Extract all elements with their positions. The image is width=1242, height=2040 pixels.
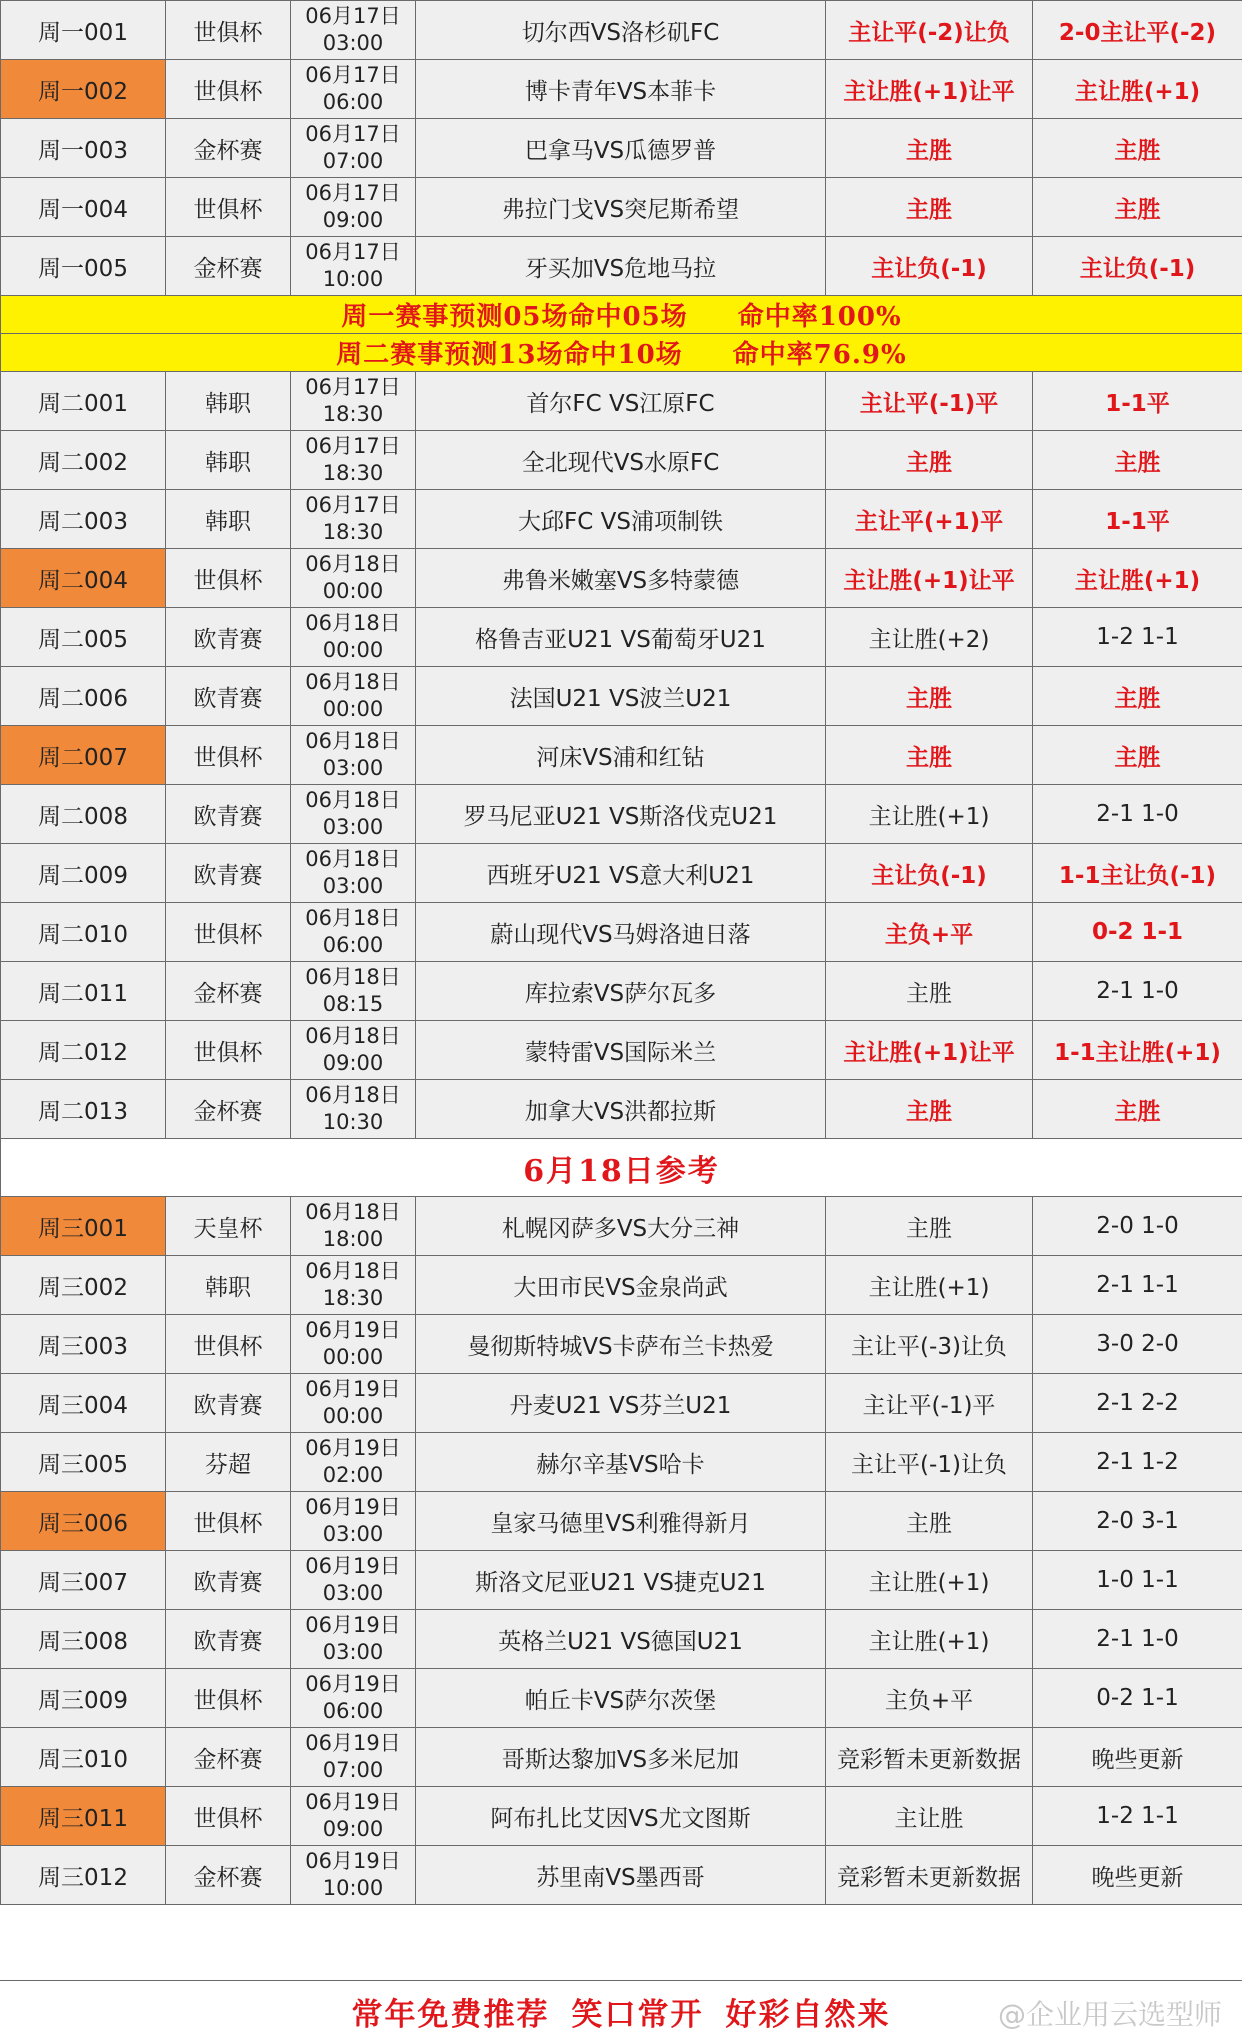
summary-banner bbox=[1, 296, 1242, 334]
match-id: 周二007 bbox=[1, 726, 166, 785]
kickoff-date: 06月18日 bbox=[291, 846, 415, 873]
match-name: 西班牙U21 VS意大利U21 bbox=[416, 844, 826, 903]
kickoff-time bbox=[291, 1728, 416, 1787]
kickoff-hour: 03:00 bbox=[291, 873, 415, 900]
kickoff-time bbox=[291, 1374, 416, 1433]
kickoff-time bbox=[291, 1787, 416, 1846]
match-id: 周一002 bbox=[1, 60, 166, 119]
match-name: 阿布扎比艾因VS尤文图斯 bbox=[416, 1787, 826, 1846]
result: 1-2 1-1 bbox=[1033, 608, 1242, 667]
match-id: 周二002 bbox=[1, 431, 166, 490]
kickoff-time bbox=[291, 1315, 416, 1374]
result: 2-1 1-0 bbox=[1033, 962, 1242, 1021]
match-id: 周一005 bbox=[1, 237, 166, 296]
table-row bbox=[1, 549, 1242, 608]
match-name: 丹麦U21 VS芬兰U21 bbox=[416, 1374, 826, 1433]
result: 1-1主让负(-1) bbox=[1033, 844, 1242, 903]
kickoff-date: 06月18日 bbox=[291, 964, 415, 991]
kickoff-time bbox=[291, 372, 416, 431]
kickoff-date: 06月19日 bbox=[291, 1435, 415, 1462]
kickoff-date: 06月18日 bbox=[291, 1199, 415, 1226]
result: 主胜 bbox=[1033, 667, 1242, 726]
prediction: 主胜 bbox=[826, 962, 1033, 1021]
kickoff-hour: 03:00 bbox=[291, 1580, 415, 1607]
prediction: 主让负(-1) bbox=[826, 844, 1033, 903]
kickoff-time bbox=[291, 1433, 416, 1492]
league: 世俱杯 bbox=[166, 1492, 291, 1551]
kickoff-hour: 00:00 bbox=[291, 696, 415, 723]
match-id: 周二011 bbox=[1, 962, 166, 1021]
match-id: 周三002 bbox=[1, 1256, 166, 1315]
match-id: 周三009 bbox=[1, 1669, 166, 1728]
kickoff-hour: 07:00 bbox=[291, 148, 415, 175]
kickoff-date: 06月18日 bbox=[291, 551, 415, 578]
kickoff-hour: 03:00 bbox=[291, 755, 415, 782]
match-name: 格鲁吉亚U21 VS葡萄牙U21 bbox=[416, 608, 826, 667]
kickoff-time bbox=[291, 1197, 416, 1256]
league: 金杯赛 bbox=[166, 962, 291, 1021]
kickoff-time bbox=[291, 1, 416, 60]
kickoff-date: 06月19日 bbox=[291, 1789, 415, 1816]
match-id: 周三010 bbox=[1, 1728, 166, 1787]
match-name: 大田市民VS金泉尚武 bbox=[416, 1256, 826, 1315]
kickoff-time bbox=[291, 549, 416, 608]
match-name: 英格兰U21 VS德国U21 bbox=[416, 1610, 826, 1669]
kickoff-date: 06月17日 bbox=[291, 374, 415, 401]
match-name: 切尔西VS洛杉矶FC bbox=[416, 1, 826, 60]
match-name: 哥斯达黎加VS多米尼加 bbox=[416, 1728, 826, 1787]
kickoff-time bbox=[291, 60, 416, 119]
match-name: 大邱FC VS浦项制铁 bbox=[416, 490, 826, 549]
result: 主让胜(+1) bbox=[1033, 60, 1242, 119]
table-row bbox=[1, 1256, 1242, 1315]
match-name: 博卡青年VS本菲卡 bbox=[416, 60, 826, 119]
kickoff-hour: 06:00 bbox=[291, 89, 415, 116]
match-name: 巴拿马VS瓜德罗普 bbox=[416, 119, 826, 178]
table-row bbox=[1, 1197, 1242, 1256]
result: 1-2 1-1 bbox=[1033, 1787, 1242, 1846]
match-name: 赫尔辛基VS哈卡 bbox=[416, 1433, 826, 1492]
slogan-part-1: 常年免费推荐 bbox=[352, 1997, 550, 2033]
result: 2-1 1-0 bbox=[1033, 785, 1242, 844]
prediction: 主胜 bbox=[826, 431, 1033, 490]
match-id: 周三011 bbox=[1, 1787, 166, 1846]
kickoff-date: 06月19日 bbox=[291, 1848, 415, 1875]
kickoff-hour: 03:00 bbox=[291, 814, 415, 841]
match-id: 周一001 bbox=[1, 1, 166, 60]
match-id: 周三004 bbox=[1, 1374, 166, 1433]
prediction: 主让胜(+2) bbox=[826, 608, 1033, 667]
table-row bbox=[1, 1080, 1242, 1139]
prediction: 主让胜(+1) bbox=[826, 1610, 1033, 1669]
kickoff-hour: 03:00 bbox=[291, 30, 415, 57]
league: 韩职 bbox=[166, 490, 291, 549]
kickoff-hour: 00:00 bbox=[291, 578, 415, 605]
result: 1-1平 bbox=[1033, 490, 1242, 549]
kickoff-hour: 00:00 bbox=[291, 637, 415, 664]
kickoff-time bbox=[291, 903, 416, 962]
prediction: 主让平(+1)平 bbox=[826, 490, 1033, 549]
kickoff-time bbox=[291, 1669, 416, 1728]
table-row bbox=[1, 1551, 1242, 1610]
kickoff-date: 06月19日 bbox=[291, 1553, 415, 1580]
result: 主胜 bbox=[1033, 726, 1242, 785]
kickoff-date: 06月19日 bbox=[291, 1494, 415, 1521]
league: 世俱杯 bbox=[166, 549, 291, 608]
league: 韩职 bbox=[166, 431, 291, 490]
match-name: 弗鲁米嫩塞VS多特蒙德 bbox=[416, 549, 826, 608]
match-name: 札幌冈萨多VS大分三神 bbox=[416, 1197, 826, 1256]
result: 主胜 bbox=[1033, 1080, 1242, 1139]
match-name: 全北现代VS水原FC bbox=[416, 431, 826, 490]
kickoff-hour: 10:30 bbox=[291, 1109, 415, 1136]
result: 2-0 1-0 bbox=[1033, 1197, 1242, 1256]
table-row bbox=[1, 490, 1242, 549]
kickoff-date: 06月19日 bbox=[291, 1730, 415, 1757]
match-id: 周二005 bbox=[1, 608, 166, 667]
result: 主让胜(+1) bbox=[1033, 549, 1242, 608]
match-name: 首尔FC VS江原FC bbox=[416, 372, 826, 431]
match-id: 周三007 bbox=[1, 1551, 166, 1610]
prediction: 主让胜 bbox=[826, 1787, 1033, 1846]
kickoff-date: 06月19日 bbox=[291, 1317, 415, 1344]
kickoff-time bbox=[291, 490, 416, 549]
league: 欧青赛 bbox=[166, 785, 291, 844]
summary-rate: 命中率100% bbox=[738, 302, 902, 332]
match-name: 蔚山现代VS马姆洛迪日落 bbox=[416, 903, 826, 962]
result: 0-2 1-1 bbox=[1033, 1669, 1242, 1728]
match-id: 周二001 bbox=[1, 372, 166, 431]
prediction: 竞彩暂未更新数据 bbox=[826, 1846, 1033, 1905]
table-row bbox=[1, 903, 1242, 962]
league: 韩职 bbox=[166, 372, 291, 431]
kickoff-date: 06月19日 bbox=[291, 1671, 415, 1698]
league: 金杯赛 bbox=[166, 1728, 291, 1787]
table-row bbox=[1, 237, 1242, 296]
kickoff-date: 06月18日 bbox=[291, 787, 415, 814]
prediction: 主让平(-3)让负 bbox=[826, 1315, 1033, 1374]
league: 欧青赛 bbox=[166, 1374, 291, 1433]
kickoff-date: 06月17日 bbox=[291, 3, 415, 30]
kickoff-hour: 09:00 bbox=[291, 1050, 415, 1077]
match-name: 曼彻斯特城VS卡萨布兰卡热爱 bbox=[416, 1315, 826, 1374]
table-row bbox=[1, 119, 1242, 178]
result: 3-0 2-0 bbox=[1033, 1315, 1242, 1374]
match-name: 弗拉门戈VS突尼斯希望 bbox=[416, 178, 826, 237]
table-row bbox=[1, 1, 1242, 60]
league: 金杯赛 bbox=[166, 119, 291, 178]
match-name: 河床VS浦和红钻 bbox=[416, 726, 826, 785]
kickoff-time bbox=[291, 1610, 416, 1669]
kickoff-time bbox=[291, 1846, 416, 1905]
prediction: 主胜 bbox=[826, 119, 1033, 178]
kickoff-hour: 18:30 bbox=[291, 401, 415, 428]
table-row bbox=[1, 1315, 1242, 1374]
league: 欧青赛 bbox=[166, 1551, 291, 1610]
league: 金杯赛 bbox=[166, 1846, 291, 1905]
kickoff-time bbox=[291, 962, 416, 1021]
result: 2-1 2-2 bbox=[1033, 1374, 1242, 1433]
league: 世俱杯 bbox=[166, 178, 291, 237]
league: 世俱杯 bbox=[166, 1669, 291, 1728]
match-id: 周三006 bbox=[1, 1492, 166, 1551]
kickoff-hour: 18:30 bbox=[291, 460, 415, 487]
result: 2-1 1-0 bbox=[1033, 1610, 1242, 1669]
league: 世俱杯 bbox=[166, 1021, 291, 1080]
match-id: 周一003 bbox=[1, 119, 166, 178]
kickoff-date: 06月18日 bbox=[291, 1258, 415, 1285]
match-id: 周二006 bbox=[1, 667, 166, 726]
match-id: 周三008 bbox=[1, 1610, 166, 1669]
prediction: 主让平(-2)让负 bbox=[826, 1, 1033, 60]
league: 金杯赛 bbox=[166, 1080, 291, 1139]
prediction: 主让胜(+1) bbox=[826, 785, 1033, 844]
kickoff-time bbox=[291, 1492, 416, 1551]
table-row bbox=[1, 1374, 1242, 1433]
league: 芬超 bbox=[166, 1433, 291, 1492]
kickoff-time bbox=[291, 1080, 416, 1139]
table-row bbox=[1, 785, 1242, 844]
kickoff-time bbox=[291, 1256, 416, 1315]
match-name: 蒙特雷VS国际米兰 bbox=[416, 1021, 826, 1080]
table-row bbox=[1, 372, 1242, 431]
kickoff-date: 06月18日 bbox=[291, 905, 415, 932]
kickoff-date: 06月17日 bbox=[291, 492, 415, 519]
prediction: 主胜 bbox=[826, 1197, 1033, 1256]
kickoff-date: 06月18日 bbox=[291, 669, 415, 696]
table-row bbox=[1, 667, 1242, 726]
table-row bbox=[1, 1021, 1242, 1080]
kickoff-date: 06月18日 bbox=[291, 1023, 415, 1050]
prediction: 主胜 bbox=[826, 726, 1033, 785]
prediction: 竞彩暂未更新数据 bbox=[826, 1728, 1033, 1787]
prediction: 主负+平 bbox=[826, 1669, 1033, 1728]
match-id: 周一004 bbox=[1, 178, 166, 237]
table-row bbox=[1, 608, 1242, 667]
kickoff-hour: 18:30 bbox=[291, 519, 415, 546]
league: 欧青赛 bbox=[166, 667, 291, 726]
match-id: 周二010 bbox=[1, 903, 166, 962]
prediction: 主胜 bbox=[826, 667, 1033, 726]
summary-count: 周二赛事预测13场命中10场 bbox=[336, 340, 682, 370]
summary-count: 周一赛事预测05场命中05场 bbox=[341, 302, 687, 332]
table-row bbox=[1, 1492, 1242, 1551]
kickoff-time bbox=[291, 785, 416, 844]
match-id: 周三005 bbox=[1, 1433, 166, 1492]
result: 晚些更新 bbox=[1033, 1846, 1242, 1905]
prediction: 主让平(-1)平 bbox=[826, 372, 1033, 431]
kickoff-time bbox=[291, 431, 416, 490]
kickoff-date: 06月17日 bbox=[291, 62, 415, 89]
prediction: 主让负(-1) bbox=[826, 237, 1033, 296]
league: 世俱杯 bbox=[166, 1315, 291, 1374]
kickoff-time bbox=[291, 1551, 416, 1610]
league: 天皇杯 bbox=[166, 1197, 291, 1256]
result: 2-1 1-1 bbox=[1033, 1256, 1242, 1315]
prediction: 主负+平 bbox=[826, 903, 1033, 962]
league: 欧青赛 bbox=[166, 1610, 291, 1669]
match-name: 罗马尼亚U21 VS斯洛伐克U21 bbox=[416, 785, 826, 844]
kickoff-hour: 00:00 bbox=[291, 1344, 415, 1371]
result: 2-0 3-1 bbox=[1033, 1492, 1242, 1551]
match-name: 斯洛文尼亚U21 VS捷克U21 bbox=[416, 1551, 826, 1610]
kickoff-time bbox=[291, 178, 416, 237]
prediction: 主让胜(+1) bbox=[826, 1256, 1033, 1315]
result: 1-1主让胜(+1) bbox=[1033, 1021, 1242, 1080]
slogan-part-2: 笑口常开 bbox=[572, 1997, 704, 2033]
slogan-part-3: 好彩自然来 bbox=[726, 1997, 891, 2033]
table-row bbox=[1, 1433, 1242, 1492]
kickoff-date: 06月18日 bbox=[291, 1082, 415, 1109]
summary-banner bbox=[1, 334, 1242, 372]
league: 世俱杯 bbox=[166, 1, 291, 60]
match-name: 法国U21 VS波兰U21 bbox=[416, 667, 826, 726]
league: 韩职 bbox=[166, 1256, 291, 1315]
kickoff-date: 06月18日 bbox=[291, 610, 415, 637]
result: 2-1 1-2 bbox=[1033, 1433, 1242, 1492]
league: 世俱杯 bbox=[166, 60, 291, 119]
kickoff-hour: 08:15 bbox=[291, 991, 415, 1018]
summary-rate: 命中率76.9% bbox=[733, 340, 907, 370]
prediction: 主让胜(+1)让平 bbox=[826, 549, 1033, 608]
prediction: 主让平(-1)平 bbox=[826, 1374, 1033, 1433]
result: 主胜 bbox=[1033, 119, 1242, 178]
table-row bbox=[1, 1846, 1242, 1905]
footer-banner bbox=[0, 1980, 1242, 2040]
match-name: 皇家马德里VS利雅得新月 bbox=[416, 1492, 826, 1551]
result: 主让负(-1) bbox=[1033, 237, 1242, 296]
table-row bbox=[1, 178, 1242, 237]
match-id: 周三001 bbox=[1, 1197, 166, 1256]
match-id: 周二008 bbox=[1, 785, 166, 844]
summary-row bbox=[1, 296, 1242, 334]
reference-row bbox=[1, 1139, 1242, 1197]
kickoff-hour: 18:30 bbox=[291, 1285, 415, 1312]
prediction: 主胜 bbox=[826, 1492, 1033, 1551]
kickoff-date: 06月19日 bbox=[291, 1612, 415, 1639]
kickoff-hour: 03:00 bbox=[291, 1639, 415, 1666]
prediction: 主让平(-1)让负 bbox=[826, 1433, 1033, 1492]
table-row bbox=[1, 1610, 1242, 1669]
league: 世俱杯 bbox=[166, 1787, 291, 1846]
kickoff-time bbox=[291, 237, 416, 296]
prediction: 主胜 bbox=[826, 178, 1033, 237]
kickoff-hour: 09:00 bbox=[291, 1816, 415, 1843]
result: 主胜 bbox=[1033, 178, 1242, 237]
match-id: 周二013 bbox=[1, 1080, 166, 1139]
result: 主胜 bbox=[1033, 431, 1242, 490]
league: 欧青赛 bbox=[166, 608, 291, 667]
kickoff-date: 06月17日 bbox=[291, 433, 415, 460]
match-name: 苏里南VS墨西哥 bbox=[416, 1846, 826, 1905]
reference-title: 6月18日参考 bbox=[1, 1139, 1242, 1197]
kickoff-date: 06月17日 bbox=[291, 180, 415, 207]
league: 金杯赛 bbox=[166, 237, 291, 296]
table-row bbox=[1, 844, 1242, 903]
match-id: 周二012 bbox=[1, 1021, 166, 1080]
kickoff-time bbox=[291, 1021, 416, 1080]
kickoff-hour: 10:00 bbox=[291, 1875, 415, 1902]
prediction: 主让胜(+1)让平 bbox=[826, 60, 1033, 119]
kickoff-time bbox=[291, 667, 416, 726]
result: 1-1平 bbox=[1033, 372, 1242, 431]
match-id: 周三003 bbox=[1, 1315, 166, 1374]
kickoff-hour: 02:00 bbox=[291, 1462, 415, 1489]
table-row bbox=[1, 1669, 1242, 1728]
kickoff-time bbox=[291, 726, 416, 785]
kickoff-hour: 07:00 bbox=[291, 1757, 415, 1784]
prediction: 主胜 bbox=[826, 1080, 1033, 1139]
kickoff-time bbox=[291, 844, 416, 903]
match-name: 帕丘卡VS萨尔茨堡 bbox=[416, 1669, 826, 1728]
league: 世俱杯 bbox=[166, 903, 291, 962]
kickoff-time bbox=[291, 119, 416, 178]
table-row bbox=[1, 962, 1242, 1021]
result: 晚些更新 bbox=[1033, 1728, 1242, 1787]
match-name: 加拿大VS洪都拉斯 bbox=[416, 1080, 826, 1139]
kickoff-date: 06月17日 bbox=[291, 239, 415, 266]
kickoff-date: 06月18日 bbox=[291, 728, 415, 755]
result: 2-0主让平(-2) bbox=[1033, 1, 1242, 60]
match-name: 牙买加VS危地马拉 bbox=[416, 237, 826, 296]
table-row bbox=[1, 431, 1242, 490]
result: 0-2 1-1 bbox=[1033, 903, 1242, 962]
league: 欧青赛 bbox=[166, 844, 291, 903]
table-row bbox=[1, 60, 1242, 119]
match-id: 周三012 bbox=[1, 1846, 166, 1905]
kickoff-date: 06月17日 bbox=[291, 121, 415, 148]
result: 1-0 1-1 bbox=[1033, 1551, 1242, 1610]
kickoff-hour: 09:00 bbox=[291, 207, 415, 234]
kickoff-time bbox=[291, 608, 416, 667]
kickoff-hour: 06:00 bbox=[291, 932, 415, 959]
match-name: 库拉索VS萨尔瓦多 bbox=[416, 962, 826, 1021]
watermark: @企业用云选型师 bbox=[998, 1993, 1222, 2033]
kickoff-hour: 06:00 bbox=[291, 1698, 415, 1725]
summary-row bbox=[1, 334, 1242, 372]
prediction: 主让胜(+1) bbox=[826, 1551, 1033, 1610]
table-row bbox=[1, 1728, 1242, 1787]
match-id: 周二003 bbox=[1, 490, 166, 549]
table-row bbox=[1, 726, 1242, 785]
kickoff-hour: 18:00 bbox=[291, 1226, 415, 1253]
league: 世俱杯 bbox=[166, 726, 291, 785]
kickoff-hour: 00:00 bbox=[291, 1403, 415, 1430]
kickoff-hour: 03:00 bbox=[291, 1521, 415, 1548]
match-id: 周二009 bbox=[1, 844, 166, 903]
prediction: 主让胜(+1)让平 bbox=[826, 1021, 1033, 1080]
match-id: 周二004 bbox=[1, 549, 166, 608]
kickoff-hour: 10:00 bbox=[291, 266, 415, 293]
table-body bbox=[1, 1, 1242, 1905]
kickoff-date: 06月19日 bbox=[291, 1376, 415, 1403]
table-row bbox=[1, 1787, 1242, 1846]
